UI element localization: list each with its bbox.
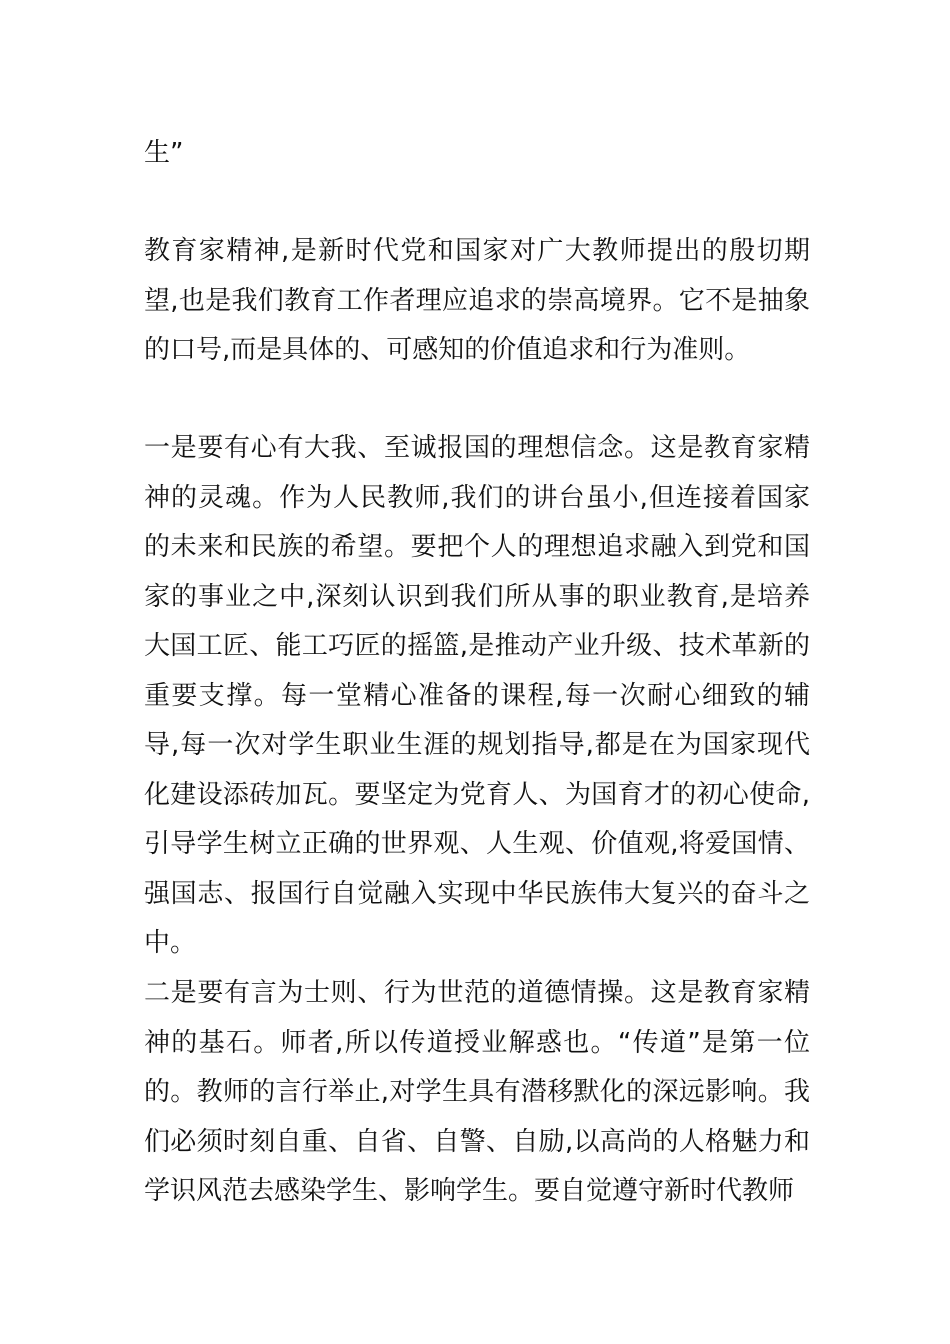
fragment-text: 生”	[144, 138, 184, 168]
paragraph-intro	[144, 227, 810, 376]
continued-text-fragment	[144, 129, 810, 179]
paragraph-text: 教育家精神,是新时代党和国家对广大教师提出的殷切期望,也是我们教育工作者理应追求的崇高境界。它不是抽象的口号,而是具体的、可感知的价值追求和行为准则。	[144, 236, 810, 365]
paragraph-point-two	[144, 969, 810, 1217]
paragraph-text: 一是要有心有大我、至诚报国的理想信念。这是教育家精神的灵魂。作为人民教师,我们的讲台虽小,但连接着国家的未来和民族的希望。要把个人的理想追求融入到党和国家的事业之中,深刻认识到我们所从事的职业教育,是培养大国工匠、能工巧匠的摇篮,是推动产业升级、技术革新的重要支撑。每一堂精心准备的课程,每一次耐心细致的辅导,每一次对学生职业生涯的规划指导,都是在为国家现代化建设添砖加瓦。要坚定为党育人、为国育才的初心使命,引导学生树立正确的世界观、人生观、价值观,将爱国情、强国志、报国行自觉融入实现中华民族伟大复兴的奋斗之中。	[144, 433, 810, 958]
paragraph-point-one	[144, 424, 810, 969]
paragraph-text: 二是要有言为士则、行为世范的道德情操。这是教育家精神的基石。师者,所以传道授业解惑也。“传道”是第一位的。教师的言行举止,对学生具有潜移默化的深远影响。我们必须时刻自重、自省、自警、自励,以高尚的人格魅力和学识风范去感染学生、影响学生。要自觉遵守新时代教师	[144, 978, 810, 1206]
